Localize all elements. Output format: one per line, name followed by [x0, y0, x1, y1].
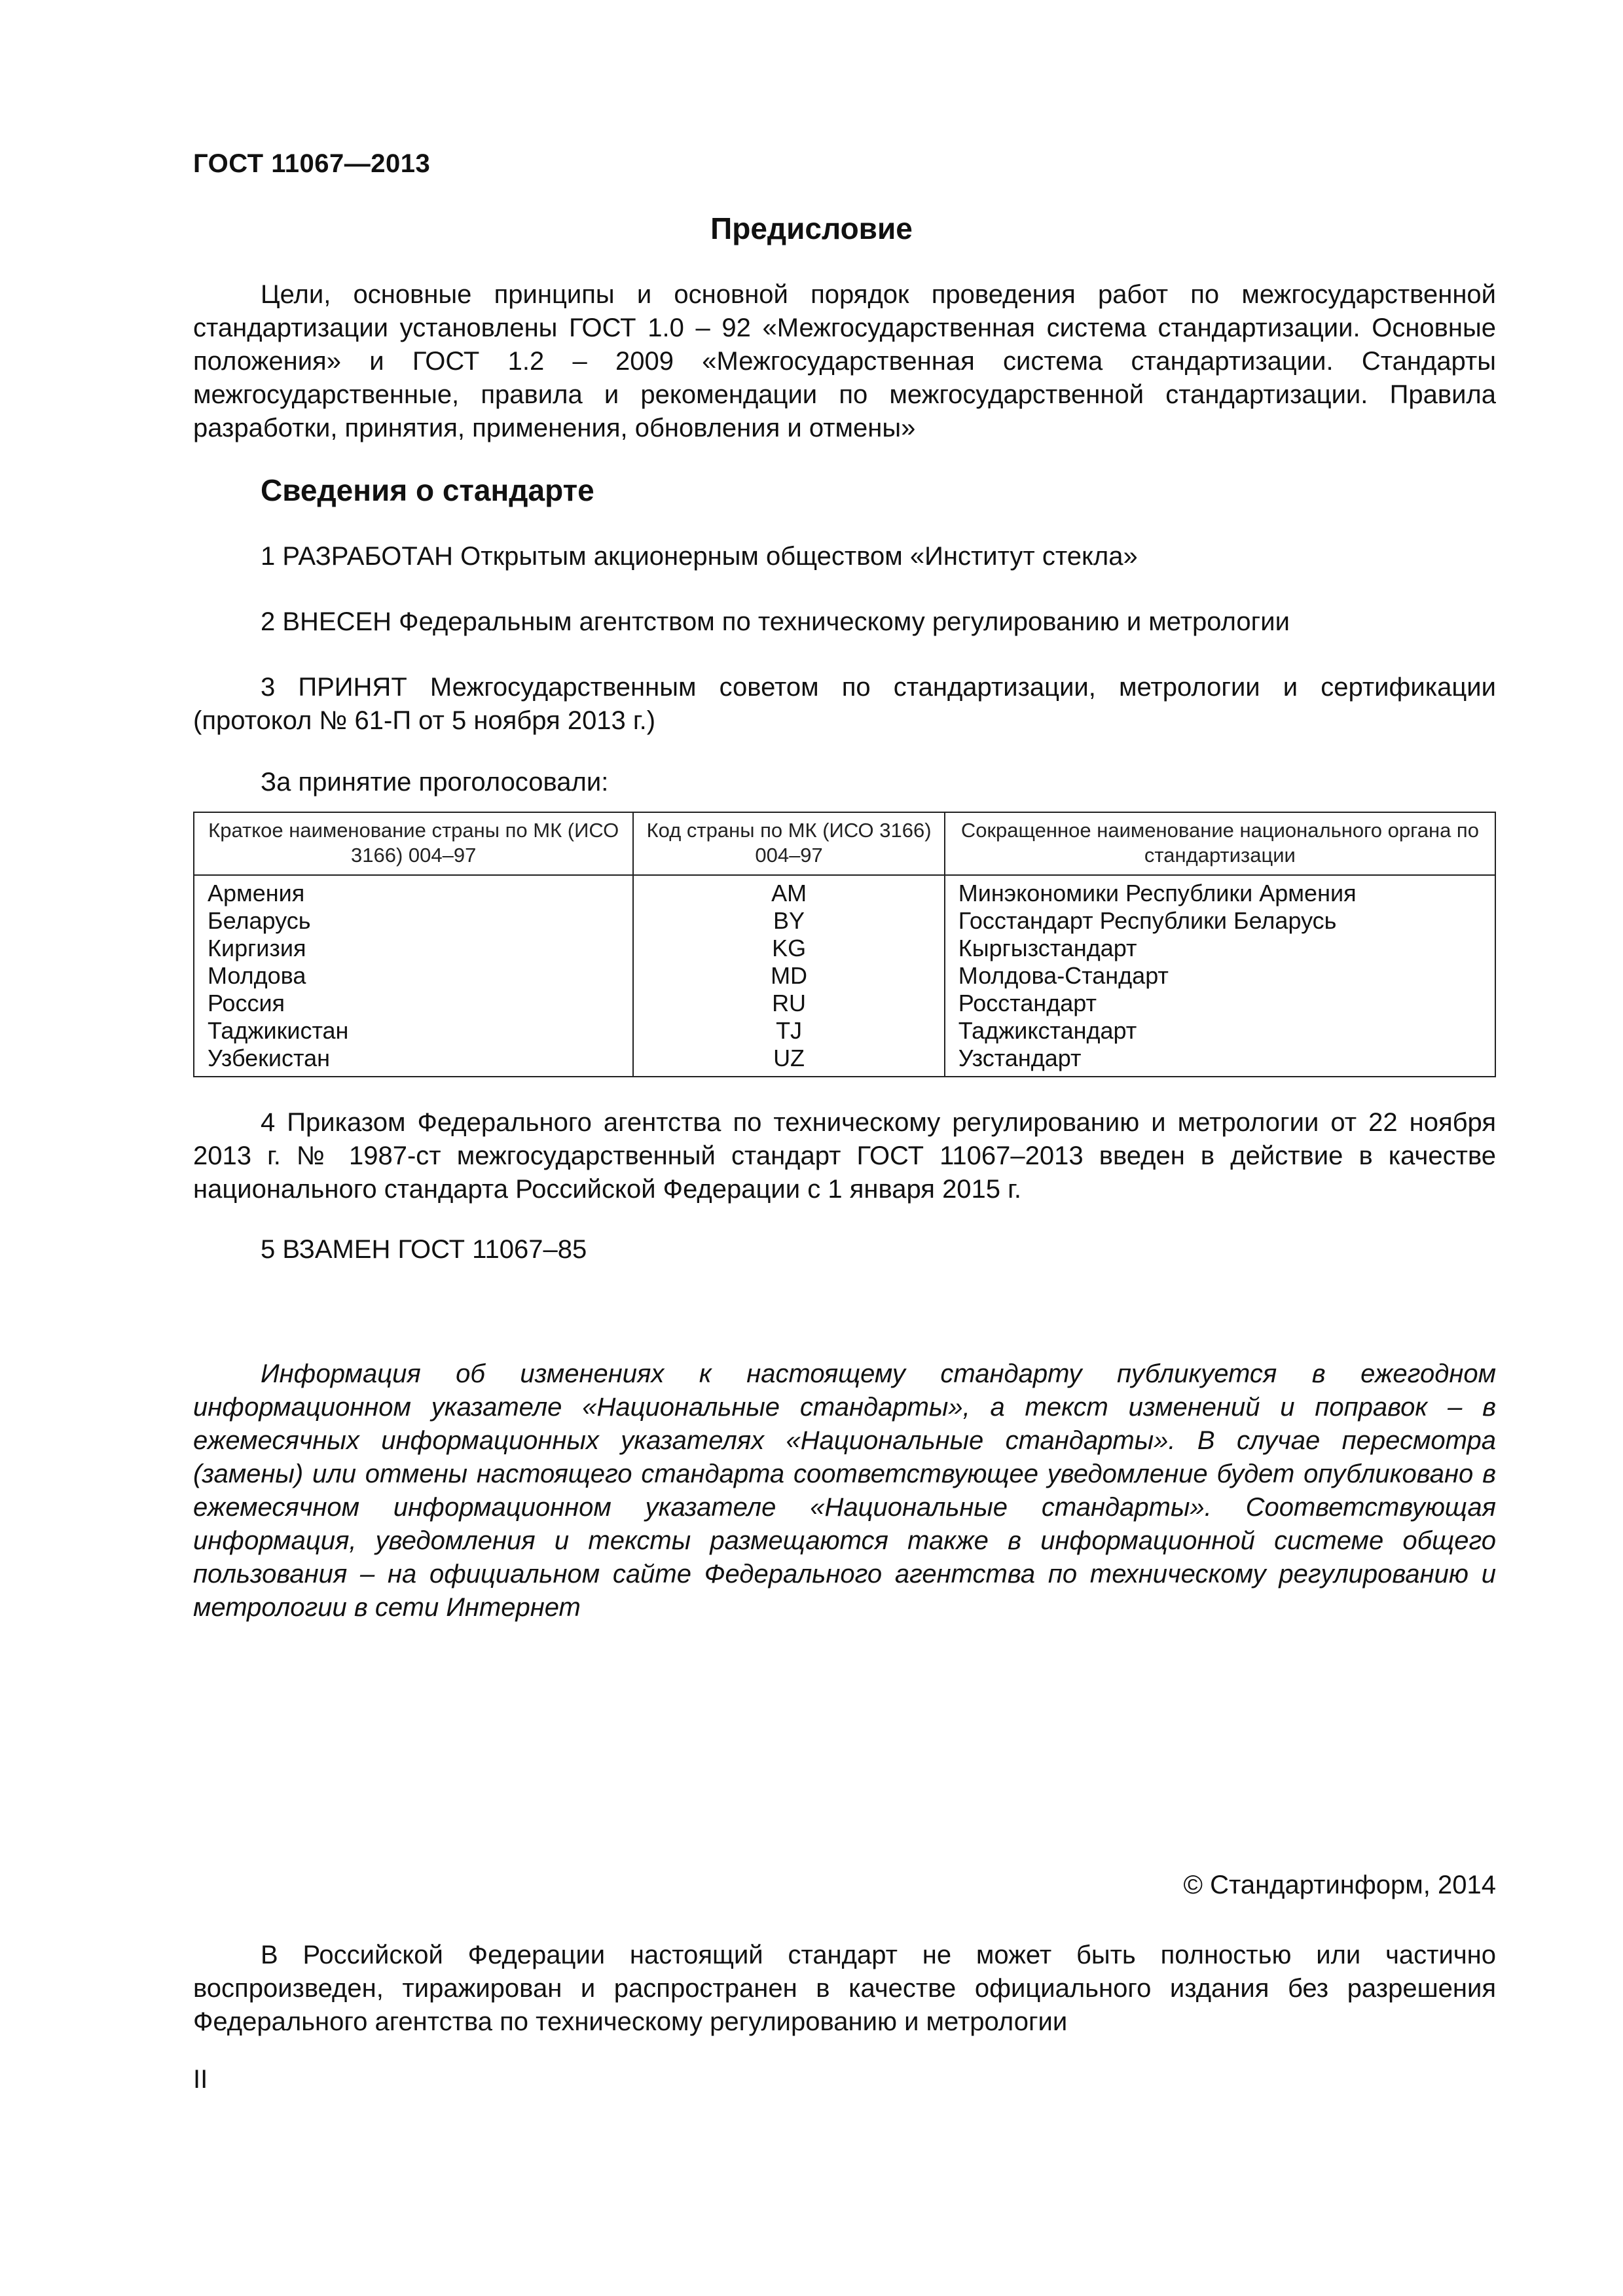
item-replaces: 5 ВЗАМЕН ГОСТ 11067–85 [261, 1235, 587, 1264]
standards-body: Узстандарт [945, 1045, 1495, 1077]
country-name: Молдова [208, 962, 306, 989]
copyright: © Стандартинформ, 2014 [1183, 1871, 1496, 1899]
header-country-name: Краткое наименование страны по МК (ИСО 3166) 004–97 [194, 812, 633, 875]
country-name: Беларусь [208, 907, 311, 934]
standards-body: Кыргызстандарт [945, 935, 1495, 962]
standards-body: Госстандарт Республики Беларусь [945, 907, 1495, 935]
header-standards-body: Сокращенное наименование национального органа по стандартизации [945, 812, 1495, 875]
item-enacted: 4 Приказом Федерального агентства по техническому регулированию и метрологии от 22 ноября 2013 г. № 1987-ст межгосударственный стандарт ГОСТ 11067–2013 введен в действие в качестве национального стандарта Российской Федерации с 1 января 2015 г. [193, 1108, 1496, 1204]
standards-body: Росстандарт [945, 990, 1495, 1017]
country-name: Россия [208, 990, 285, 1016]
country-name: Армения [208, 880, 305, 906]
table-row [194, 1017, 1495, 1045]
standard-code: ГОСТ 11067—2013 [193, 149, 431, 178]
info-title: Сведения о стандарте [261, 473, 594, 507]
header-country-code: Код страны по МК (ИСО 3166) 004–97 [633, 812, 944, 875]
foreword-paragraph: Цели, основные принципы и основной порядок проведения работ по межгосударственной стандартизации установлены ГОСТ 1.0 – 92 «Межгосударственная система стандартизации. Основные положения» и ГОСТ 1.2 – 2009 «Межгосударственная система стандартизации. Стандарты межгосударственные, правила и рекомендации по межгосударственной стандартизации. Правила разработки, принятия, применения, обновления и отмены» [193, 280, 1496, 442]
country-name: Таджикистан [208, 1017, 349, 1044]
country-code: RU [633, 990, 944, 1017]
country-name: Узбекистан [208, 1045, 331, 1071]
item-developed: 1 РАЗРАБОТАН Открытым акционерным обществом «Институт стекла» [261, 542, 1138, 571]
country-code: UZ [633, 1045, 944, 1077]
standards-body: Минэкономики Республики Армения [945, 875, 1495, 907]
item-introduced: 2 ВНЕСЕН Федеральным агентством по техническому регулированию и метрологии [261, 607, 1290, 636]
country-code: AM [633, 875, 944, 907]
country-code: KG [633, 935, 944, 962]
table-row [194, 907, 1495, 935]
item-adopted: 3 ПРИНЯТ Межгосударственным советом по стандартизации, метрологии и сертификации (протокол № 61-П от 5 ноября 2013 г.) [193, 673, 1496, 735]
page-number: II [193, 2065, 208, 2094]
table-header-row [194, 812, 1495, 875]
voted-intro: За принятие проголосовали: [261, 768, 609, 797]
voting-table [193, 812, 1496, 1077]
table-row [194, 1045, 1495, 1077]
country-name: Киргизия [208, 935, 306, 961]
country-code: MD [633, 962, 944, 990]
table-row [194, 962, 1495, 990]
foreword-title: Предисловие [710, 211, 913, 245]
changes-info: Информация об изменениях к настоящему стандарту публикуется в ежегодном информационном указателе «Национальные стандарты», а текст изменений и поправок – в ежемесячных информационных указателях «Национальные стандарты». В случае пересмотра (замены) или отмены настоящего стандарта соответствующее уведомление будет опубликовано в ежемесячном информационном указателе «Национальные стандарты». Соответствующая информация, уведомления и тексты размещаются также в информационной системе общего пользования – на официальном сайте Федерального агентства по техническому регулированию и метрологии в сети Интернет [193, 1359, 1496, 1622]
table-row [194, 990, 1495, 1017]
standards-body: Таджикстандарт [945, 1017, 1495, 1045]
table-row [194, 875, 1495, 907]
country-code: TJ [633, 1017, 944, 1045]
table-row [194, 935, 1495, 962]
country-code: BY [633, 907, 944, 935]
reproduction-notice: В Российской Федерации настоящий стандарт не может быть полностью или частично воспроизведен, тиражирован и распространен в качестве официального издания без разрешения Федерального агентства по техническому регулированию и метрологии [193, 1941, 1496, 2036]
standards-body: Молдова-Стандарт [945, 962, 1495, 990]
